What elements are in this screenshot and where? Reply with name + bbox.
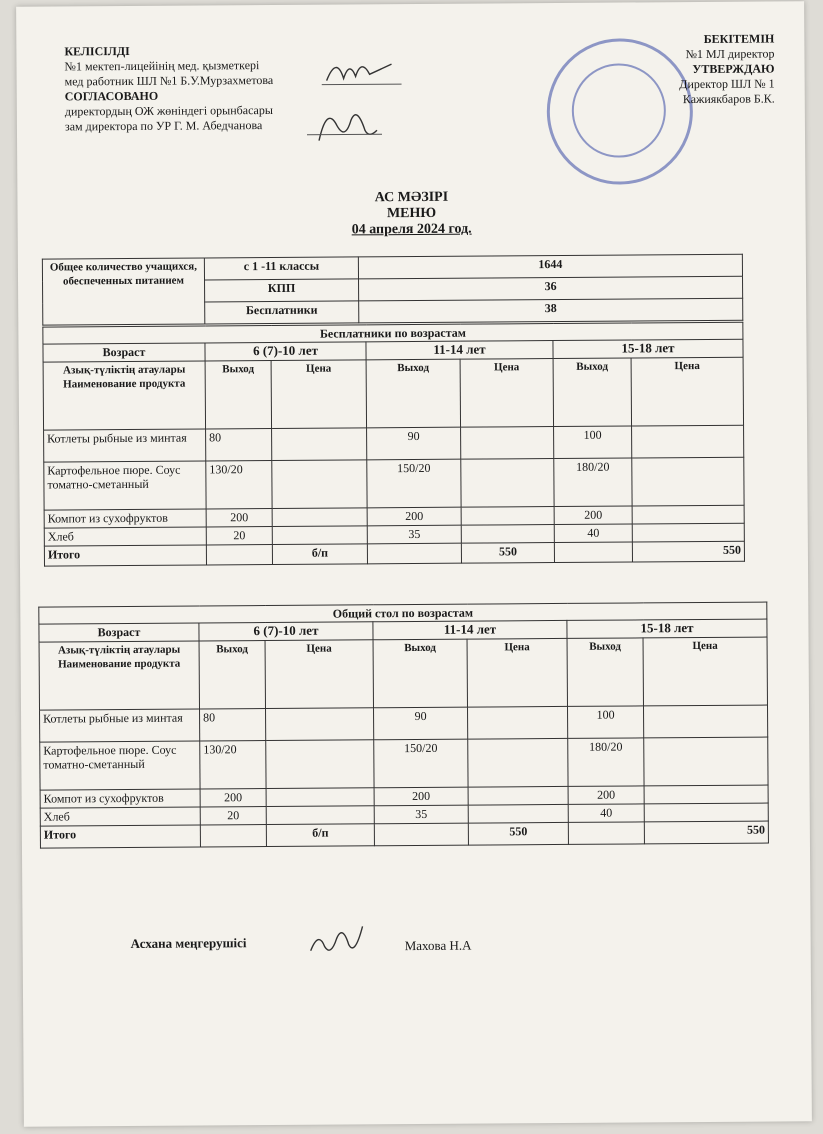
title-kz: АС МӘЗІРІ: [374, 189, 449, 206]
output-value: 150/20: [367, 459, 461, 508]
output-value: 35: [374, 805, 468, 824]
summary-key: КПП: [205, 279, 359, 302]
output-header: Выход: [373, 639, 467, 708]
total-price: б/п: [272, 544, 367, 565]
output-value: 150/20: [374, 739, 468, 788]
output-value: 80: [206, 428, 272, 460]
section-title: Бесплатники по возрастам: [43, 322, 743, 344]
title-ru: МЕНЮ: [386, 205, 437, 222]
price-header: Цена: [460, 359, 553, 428]
output-value: 100: [567, 706, 643, 739]
section-title: Общий стол по возрастам: [39, 602, 767, 624]
summary-table: [42, 254, 743, 326]
total-price: 550: [468, 822, 568, 845]
output-value: 200: [568, 786, 644, 805]
total-price: 550: [461, 543, 554, 564]
product-header: Азық-түліктің атаулары Наименование продукта: [39, 641, 199, 710]
age-group-3: 15-18 лет: [553, 339, 743, 358]
agreed-ru: СОГЛАСОВАНО: [64, 88, 159, 104]
total-label: Итого: [44, 545, 206, 566]
director-ru: Директор ШЛ № 1: [679, 76, 775, 92]
deputy-kz: директордың ОЖ жөніндегі орынбасары: [64, 102, 273, 119]
summary-value: 1644: [358, 254, 742, 279]
output-value: 180/20: [554, 458, 632, 507]
summary-value: 38: [359, 298, 743, 323]
price-header: Цена: [467, 638, 567, 707]
output-header: Выход: [199, 641, 265, 709]
output-value: 130/20: [206, 460, 272, 508]
summary-key: с 1 -11 классы: [204, 257, 358, 280]
product-name: Хлеб: [44, 527, 206, 546]
age-group-2: 11-14 лет: [373, 620, 567, 639]
product-name: Картофельное пюре. Соус томатно-сметанный: [40, 741, 200, 790]
canteen-head-signature-icon: [302, 916, 382, 967]
deputy-ru: зам директора по УР Г. М. Абедчанова: [64, 118, 263, 134]
output-value: 40: [554, 524, 632, 543]
output-value: 200: [374, 787, 468, 806]
total-row: [40, 821, 768, 848]
product-name: Картофельное пюре. Соус томатно-сметанный: [44, 461, 206, 510]
document-page: [16, 1, 812, 1126]
output-value: 40: [568, 804, 644, 823]
free-meals-table: [42, 322, 745, 567]
product-name: Хлеб: [40, 807, 200, 826]
total-label: Итого: [40, 825, 200, 848]
output-header: Выход: [205, 360, 271, 428]
canteen-head-label: Асхана меңгерушісі: [130, 935, 247, 951]
general-table: [38, 602, 769, 849]
output-value: 20: [206, 526, 272, 544]
output-header: Выход: [567, 638, 643, 707]
medic-kz: №1 мектеп-лицейінің мед. қызметкері: [64, 58, 260, 74]
product-name: Котлеты рыбные из минтая: [40, 709, 200, 742]
table-row: [40, 737, 768, 790]
output-header: Выход: [366, 359, 460, 428]
output-value: 180/20: [568, 738, 644, 787]
approve-kz: БЕКІТЕМІН: [703, 31, 775, 46]
medic-signature-icon: [321, 50, 401, 91]
output-value: 200: [554, 506, 632, 525]
table-row: [44, 457, 744, 510]
approve-ru: УТВЕРЖДАЮ: [692, 61, 775, 77]
output-value: 20: [200, 807, 266, 825]
approval-block-right: [606, 31, 775, 107]
age-group-2: 11-14 лет: [366, 341, 553, 360]
output-value: 80: [200, 709, 266, 741]
summary-key: Бесплатники: [205, 301, 359, 324]
output-value: 100: [554, 426, 632, 459]
total-price: 550: [644, 821, 768, 844]
age-group-3: 15-18 лет: [567, 619, 767, 638]
director-kz: №1 МЛ директор: [685, 46, 775, 62]
output-value: 200: [200, 789, 266, 807]
price-header: Цена: [271, 360, 366, 429]
age-group-1: 6 (7)-10 лет: [199, 622, 373, 641]
product-header: Азық-түліктің атаулары Наименование продукта: [43, 361, 205, 430]
total-price: б/п: [266, 824, 374, 847]
product-name: Котлеты рыбные из минтая: [44, 429, 206, 462]
output-value: 90: [367, 427, 461, 460]
output-value: 35: [367, 525, 461, 544]
table-row: [44, 425, 744, 462]
summary-value: 36: [359, 276, 743, 301]
director-name: Кажиякбаров Б.К.: [682, 91, 775, 107]
summary-label: Общее количество учащихся, обеспеченных питанием: [42, 258, 204, 325]
approval-block-left: [64, 43, 273, 134]
output-value: 200: [206, 508, 272, 526]
age-group-1: 6 (7)-10 лет: [205, 342, 366, 361]
deputy-signature-icon: [307, 100, 387, 151]
canteen-head-name: Махова Н.А: [404, 937, 472, 954]
table-row: [40, 705, 768, 742]
agreed-kz: КЕЛІСІЛДІ: [64, 43, 130, 59]
medic-ru: мед работник ШЛ №1 Б.У.Мурзахметова: [64, 72, 274, 89]
total-price: 550: [632, 541, 744, 562]
price-header: Цена: [643, 637, 768, 706]
menu-date: 04 апреля 2024 год.: [351, 221, 472, 238]
output-value: 130/20: [200, 741, 266, 789]
output-value: 90: [374, 707, 468, 740]
total-row: [44, 541, 744, 566]
product-name: Компот из сухофруктов: [44, 509, 206, 528]
price-header: Цена: [265, 640, 373, 709]
age-label: Возраст: [43, 343, 205, 362]
product-name: Компот из сухофруктов: [40, 789, 200, 808]
output-header: Выход: [553, 358, 631, 427]
age-label: Возраст: [39, 623, 199, 642]
output-value: 200: [367, 507, 461, 526]
price-header: Цена: [631, 357, 744, 426]
